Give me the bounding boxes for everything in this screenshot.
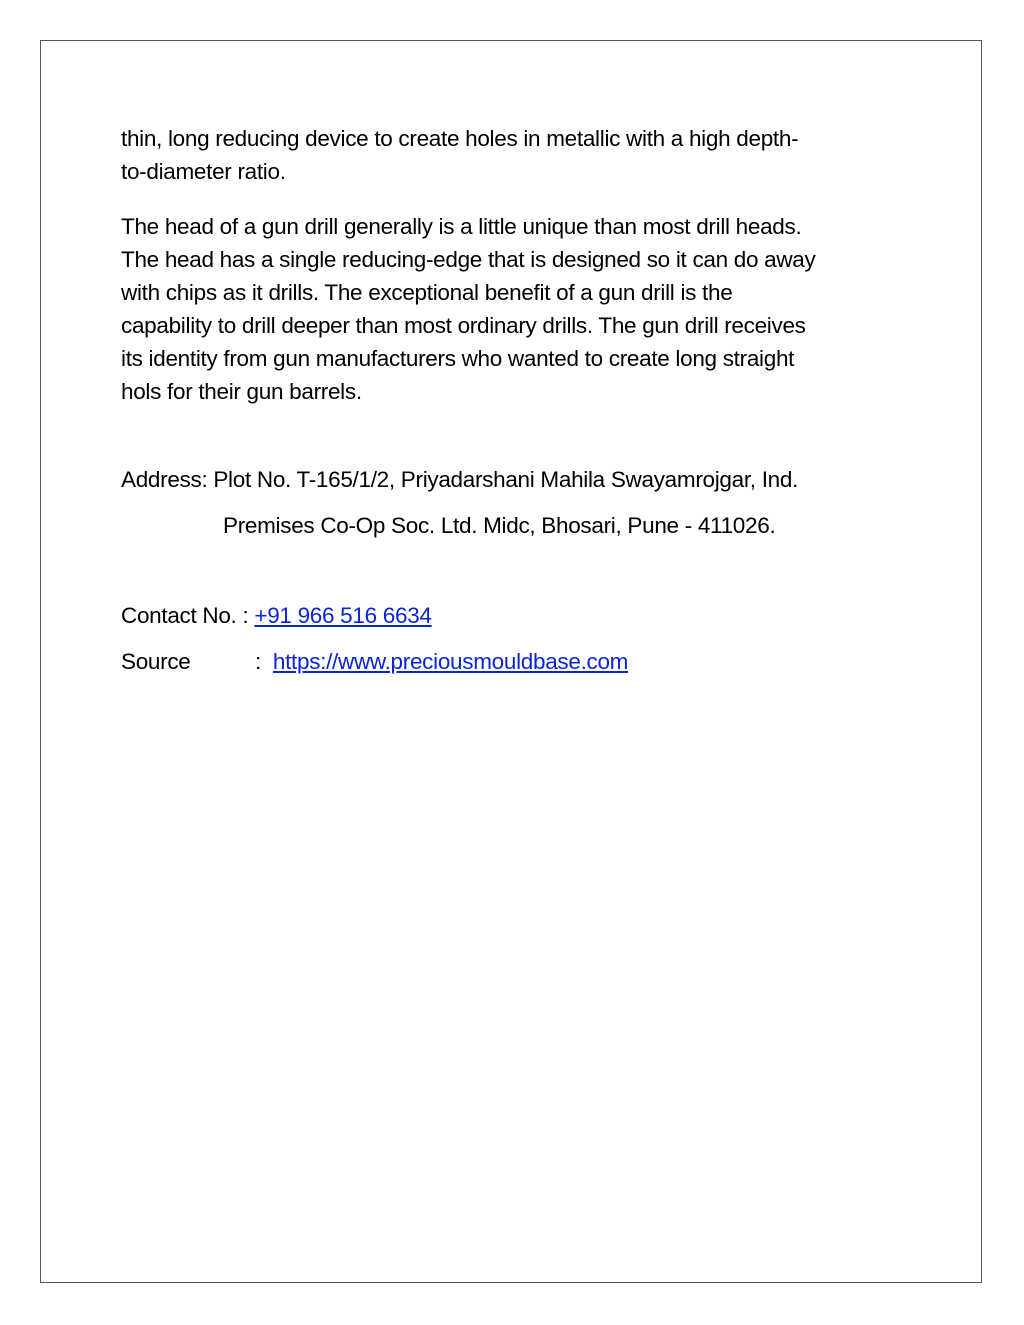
paragraph-line: thin, long reducing device to create holes in metallic with a high depth- (121, 126, 799, 151)
phone-link[interactable]: +91 966 516 6634 (254, 603, 432, 628)
paragraph-line: The head has a single reducing-edge that is designed so it can do away (121, 247, 816, 272)
contact-row (121, 599, 921, 632)
source-label: Source (121, 649, 191, 674)
paragraph-line: hols for their gun barrels. (121, 379, 362, 404)
paragraph-line: to-diameter ratio. (121, 159, 286, 184)
address-line-2: Premises Co-Op Soc. Ltd. Midc, Bhosari, Pune - 411026. (223, 513, 776, 538)
source-separator: : (255, 649, 261, 674)
address-line-1: Address: Plot No. T-165/1/2, Priyadarshani Mahila Swayamrojgar, Ind. (121, 467, 799, 492)
paragraph-line: capability to drill deeper than most ordinary drills. The gun drill receives (121, 313, 806, 338)
source-row (121, 645, 921, 678)
address-block (121, 463, 921, 542)
paragraph-line: The head of a gun drill generally is a little unique than most drill heads. (121, 214, 802, 239)
source-url-link[interactable]: https://www.preciousmouldbase.com (272, 649, 629, 674)
paragraph-line: with chips as it drills. The exceptional benefit of a gun drill is the (121, 280, 733, 305)
contact-label: Contact No. : (121, 603, 255, 628)
paragraph-line: its identity from gun manufacturers who wanted to create long straight (121, 346, 795, 371)
paragraph-intro (121, 122, 921, 188)
paragraph-gun-drill-head (121, 210, 921, 408)
